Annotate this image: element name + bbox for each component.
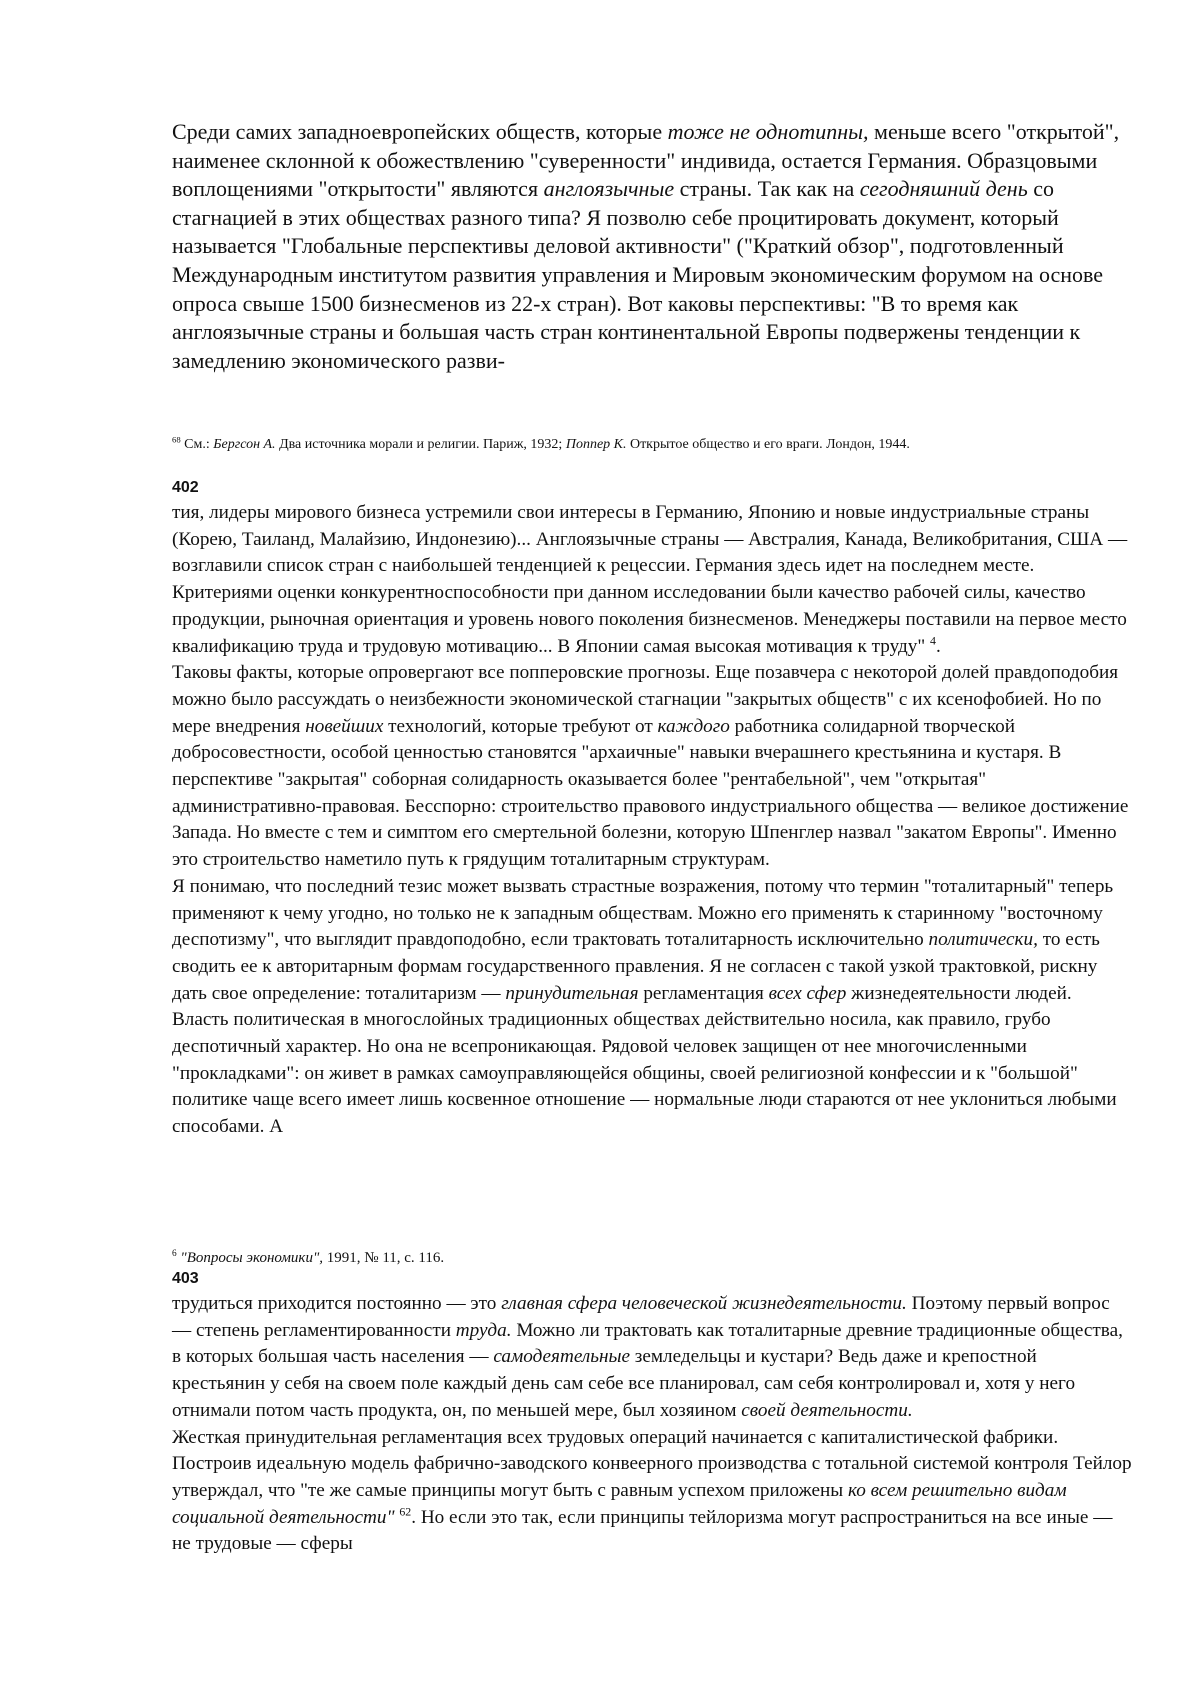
footnote-ref: 4 bbox=[929, 633, 936, 648]
emphasis: сегодняшний день bbox=[859, 176, 1028, 202]
page-number: 402 bbox=[172, 479, 199, 496]
text-block-2 bbox=[172, 500, 1132, 1141]
paragraph: Среди самих западноевропейских обществ, которые тоже не однотипны, меньше всего "открытой", наименее склонной к обожествлению "суверенности" индивида, остается Германия. Образцовыми воплощениями "открытости" являются англоязычные страны. Так как на сегодняшний день со стагнацией в этих обществах разного типа? Я позволю себе процитировать документ, который называется "Глобальные перспективы деловой активности" ("Краткий обзор", подготовленный Международным институтом развития управления и Мировым экономическим форумом на основе опроса свыше 1500 бизнесменов из 22-х стран). Вот каковы перспективы: "В то время как англоязычные страны и большая часть стран континентальной Европы подвержены тенденции к замедлению экономического разви- bbox=[172, 119, 1120, 373]
text-block-1 bbox=[172, 118, 1132, 375]
paragraph: Я понимаю, что последний тезис может вызвать страстные возражения, потому что термин "тоталитарный" теперь применяют к чему угодно, но только не к западным обществам. Можно его применять к старинному "восточному деспотизму", что выглядит правдоподобно, если трактовать тоталитарность исключительно политически, то есть сводить ее к авторитарным формам государственного правления. Я не согласен с такой узкой трактовкой, рискну дать свое определение: тоталитаризм — принудительная регламентация всех сфер жизнедеятельности людей. bbox=[172, 875, 1114, 1004]
paragraph: Таковы факты, которые опровергают все попперовские прогнозы. Еще позавчера с некоторой долей правдоподобия можно было рассуждать о неизбежности экономической стагнации "закрытых обществ" с их ксенофобией. Но по мере внедрения новейших технологий, которые требуют от каждого работника солидарной творческой добросовестности, особой ценностью становятся "архаичные" навыки вчерашнего крестьянина и кустаря. В перспективе "закрытая" соборная солидарность оказывается более "рентабельной", чем "открытая" административно-правовая. Бесспорно: строительство правового индустриального общества — великое достижение Запада. Но вместе с тем и симптом его смертельной болезни, которую Шпенглер назвал "закатом Европы". Именно это строительство наметило путь к грядущим тоталитарным структурам. bbox=[172, 662, 1129, 871]
footnote-mark: 68 bbox=[172, 434, 181, 445]
footnote-68: $^{68}$ См.: Бергсон А. Два источника морали и религии. Париж, 1932; Поппер К. Открытое общество и его враги. Лондон, 1944. bbox=[172, 434, 910, 452]
paragraph: Власть политическая в многослойных традиционных обществах действительно носила, как правило, грубо деспотичный характер. Но она не всепроникающая. Рядовой человек защищен от нее многочисленными "прокладками": он живет в рамках самоуправляющейся общины, своей религиозной конфессии и к "большой" политике чаще всего имеет лишь косвенное отношение — нормальные люди стараются от нее уклониться любыми способами. А bbox=[172, 1009, 1117, 1138]
text-block-3 bbox=[172, 1291, 1132, 1558]
emphasis: англоязычные bbox=[543, 176, 675, 202]
page-number: 403 bbox=[172, 1270, 199, 1287]
paragraph: Жесткая принудительная регламентация всех трудовых операций начинается с капиталистической фабрики. Построив идеальную модель фабрично-заводского конвеерного производства с тотальной системой контроля Тейлор утверждал, что "те же самые принципы могут быть с равным успехом приложены ко всем решительно видам социальной деятельности" $^{62}$. Но если это так, если принципы тейлоризма могут распространиться на все иные — не трудовые — сферы bbox=[172, 1426, 1132, 1555]
footnote-ref: 62 bbox=[399, 1504, 412, 1519]
paragraph: тия, лидеры мирового бизнеса устремили свои интересы в Германию, Японию и новые индустриальные страны (Корею, Таиланд, Малайзию, Индонезию)... Англоязычные страны — Австралия, Канада, Великобритания, США — возглавили список стран с наибольшей тенденцией к рецессии. Германия здесь идет на последнем месте. Критериями оценки конкурентноспособности при данном исследовании были качество рабочей силы, качество продукции, рыночная ориентация и уровень нового поколения бизнесменов. Менеджеры поставили на первое место квалификацию труда и трудовую мотивацию... В Японии самая высокая мотивация к труду" $^4$. bbox=[172, 502, 1128, 657]
paragraph: трудиться приходится постоянно — это главная сфера человеческой жизнедеятельности. Поэтому первый вопрос — степень регламентированности труда. Можно ли трактовать как тоталитарные древние традиционные общества, в которых большая часть населения — самодеятельные земледельцы и кустари? Ведь даже и крепостной крестьянин у себя на своем поле каждый день сам себе все планировал, сам себя контролировал и, хотя у него отнимали потом часть продукта, он, по меньшей мере, был хозяином своей деятельности. bbox=[172, 1293, 1123, 1421]
footnote-mark: 6 bbox=[172, 1249, 177, 1259]
footnote-6: $^6$ "Вопросы экономики", 1991, № 11, с. 116. bbox=[172, 1249, 445, 1266]
emphasis: тоже не однотипны, bbox=[667, 119, 869, 144]
